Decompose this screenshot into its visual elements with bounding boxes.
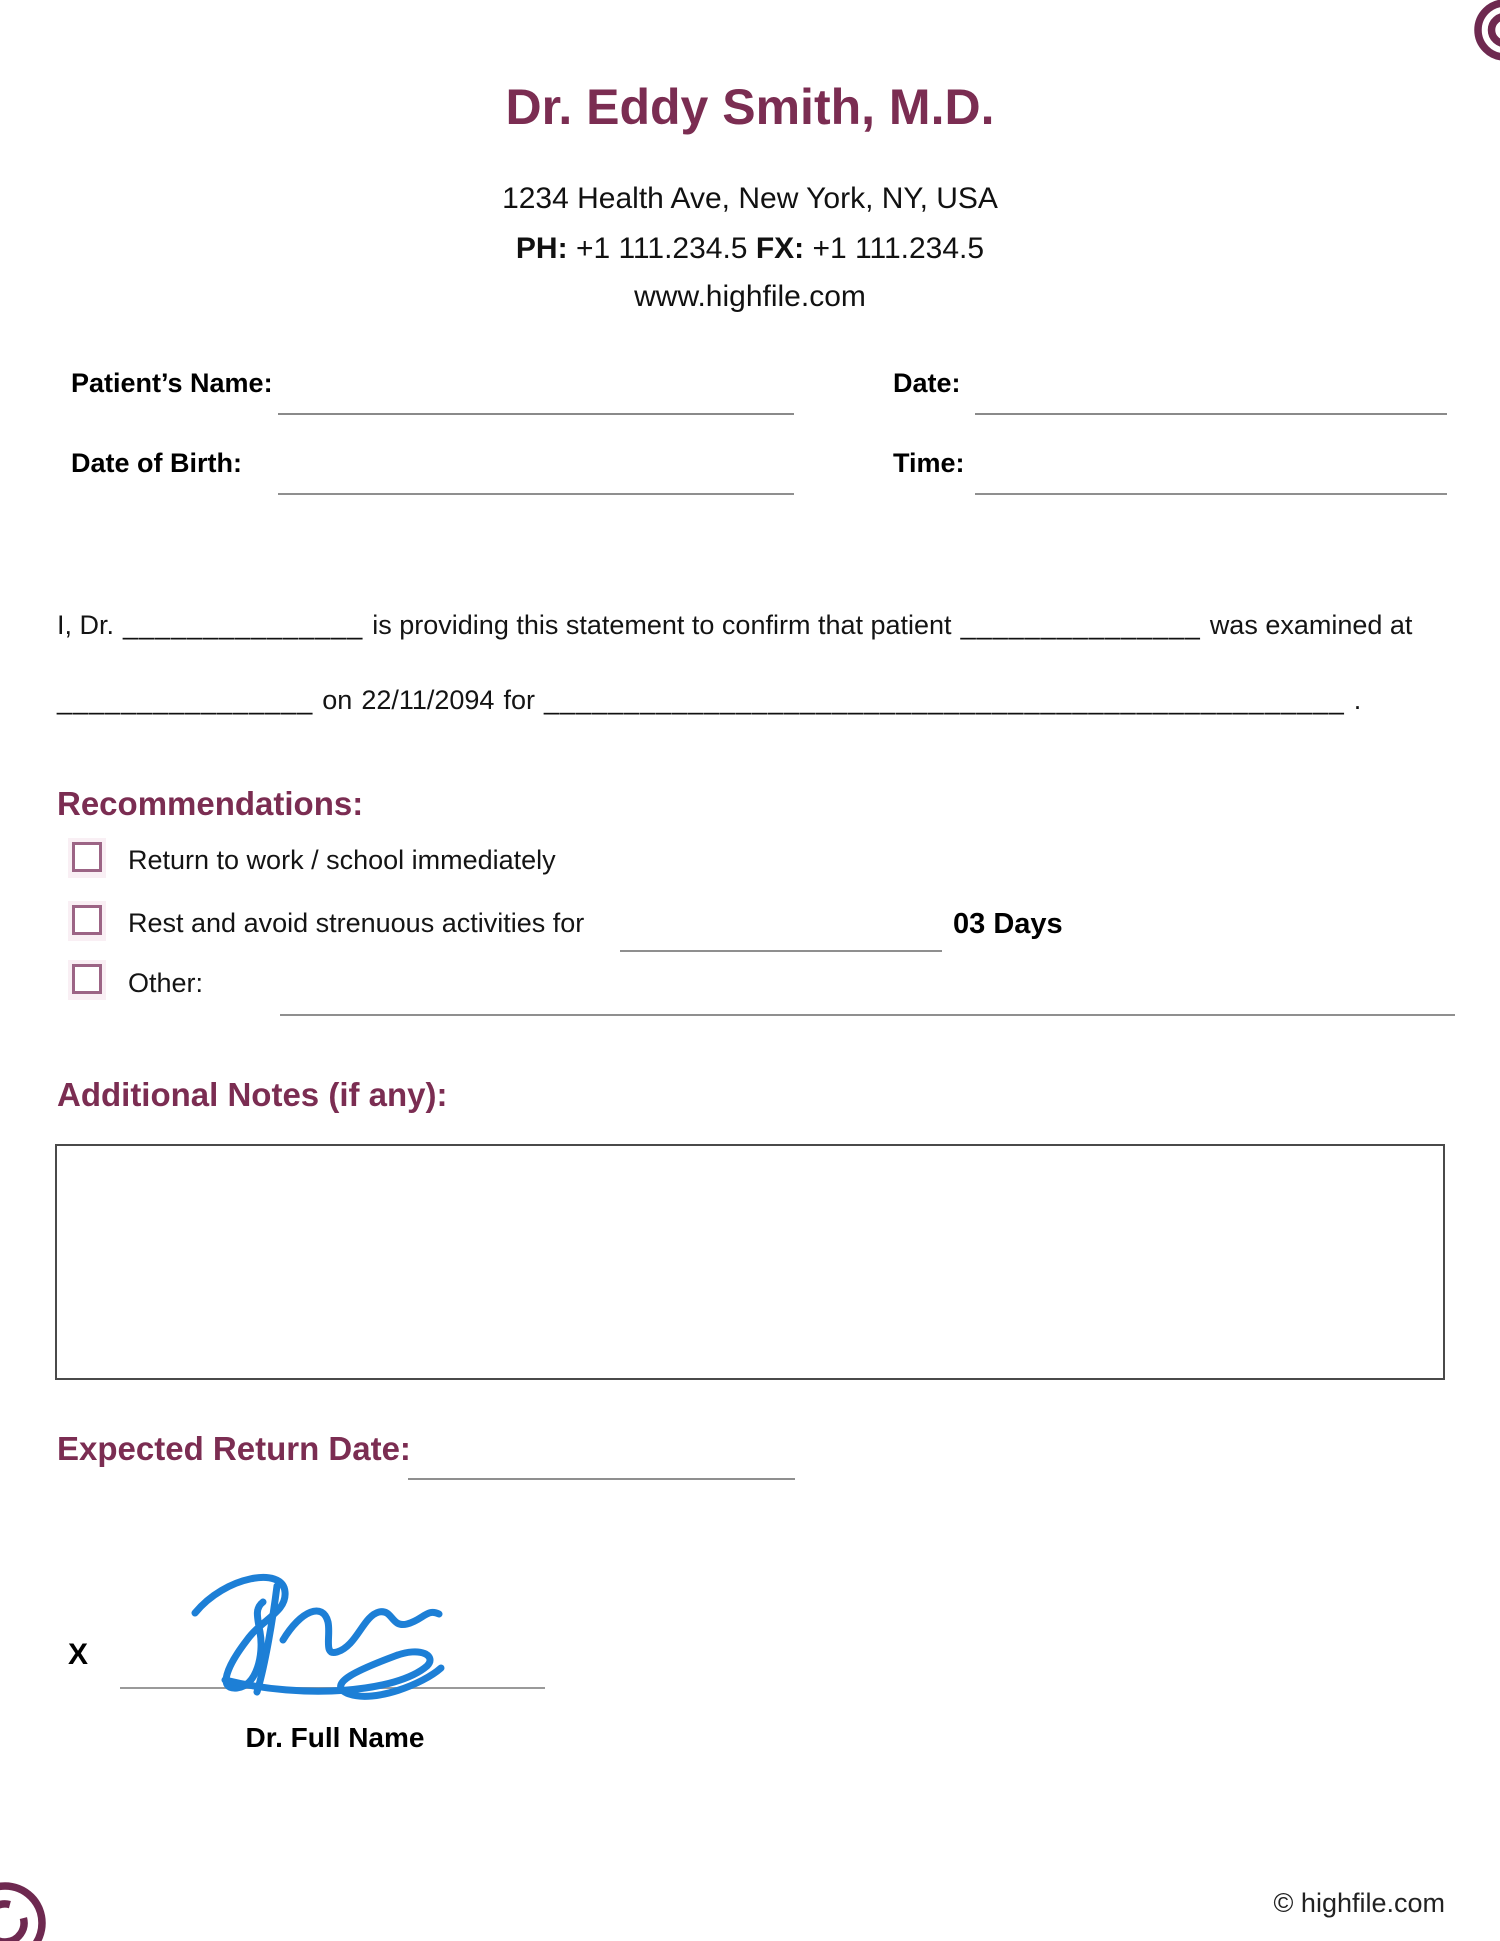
rest-duration-field-line[interactable] [620,950,942,952]
dob-field-line[interactable] [278,493,794,495]
statement-period: . [1353,685,1362,715]
date-field-line[interactable] [975,413,1447,415]
signature-x-mark: X [68,1638,89,1671]
reason-blank[interactable]: __________________________________________________ [543,685,1345,715]
highfile-logo-icon [1462,0,1500,73]
date-label: Date: [893,368,961,398]
statement-intro: I, Dr. [57,610,115,640]
clinic-address: 1234 Health Ave, New York, NY, USA [502,182,998,215]
rest-duration-value: 03 Days [953,908,1063,940]
checkbox-square-icon [72,842,102,872]
statement-middle: is providing this statement to confirm that patient [372,610,952,640]
exam-date-value: 22/11/2094 [361,685,495,715]
location-blank[interactable]: ________________ [57,685,314,715]
doctor-name-blank[interactable]: _______________ [123,610,364,640]
checkbox-square-icon [72,905,102,935]
recommendations-heading: Recommendations: [57,785,364,822]
expected-return-date-heading: Expected Return Date: [57,1430,411,1467]
highfile-logo-icon [0,1868,60,1941]
phone-number: +1 111.234.5 [575,232,748,265]
footer-copyright: © highfile.com [1273,1888,1445,1918]
fax-label: FX: [755,232,805,265]
statement-for-word: for [503,685,535,715]
time-label: Time: [893,448,965,478]
additional-notes-heading: Additional Notes (if any): [57,1076,448,1113]
checkbox-other[interactable] [68,960,106,1000]
phone-fax-line [0,232,1500,266]
dob-label: Date of Birth: [71,448,242,478]
fax-number: +1 111.234.5 [812,232,985,265]
patient-name-label: Patient’s Name: [71,368,273,398]
additional-notes-box[interactable] [55,1144,1445,1380]
phone-label: PH: [515,232,568,265]
signed-by-label: Dr. Full Name [245,1722,425,1753]
patient-name-blank[interactable]: _______________ [960,610,1201,640]
checkbox-return-to-work[interactable] [68,838,106,878]
expected-return-date-field-line[interactable] [408,1478,795,1480]
recommendation-item-label: Rest and avoid strenuous activities for [128,908,585,938]
statement-examined-at: was examined at [1209,610,1413,640]
statement-on-word: on [322,685,353,715]
website-text: www.highfile.com [634,280,866,313]
doctor-signature-ink [165,1568,475,1718]
recommendation-item-label: Return to work / school immediately [128,845,556,875]
checkbox-rest[interactable] [68,901,106,941]
statement-line-1 [57,610,1412,641]
statement-line-2 [57,685,1361,716]
recommendation-item-label: Other: [128,968,204,998]
patient-name-field-line[interactable] [278,413,794,415]
doctor-name-title: Dr. Eddy Smith, M.D. [505,79,995,135]
time-field-line[interactable] [975,493,1447,495]
checkbox-square-icon [72,964,102,994]
other-field-line[interactable] [280,1014,1455,1016]
